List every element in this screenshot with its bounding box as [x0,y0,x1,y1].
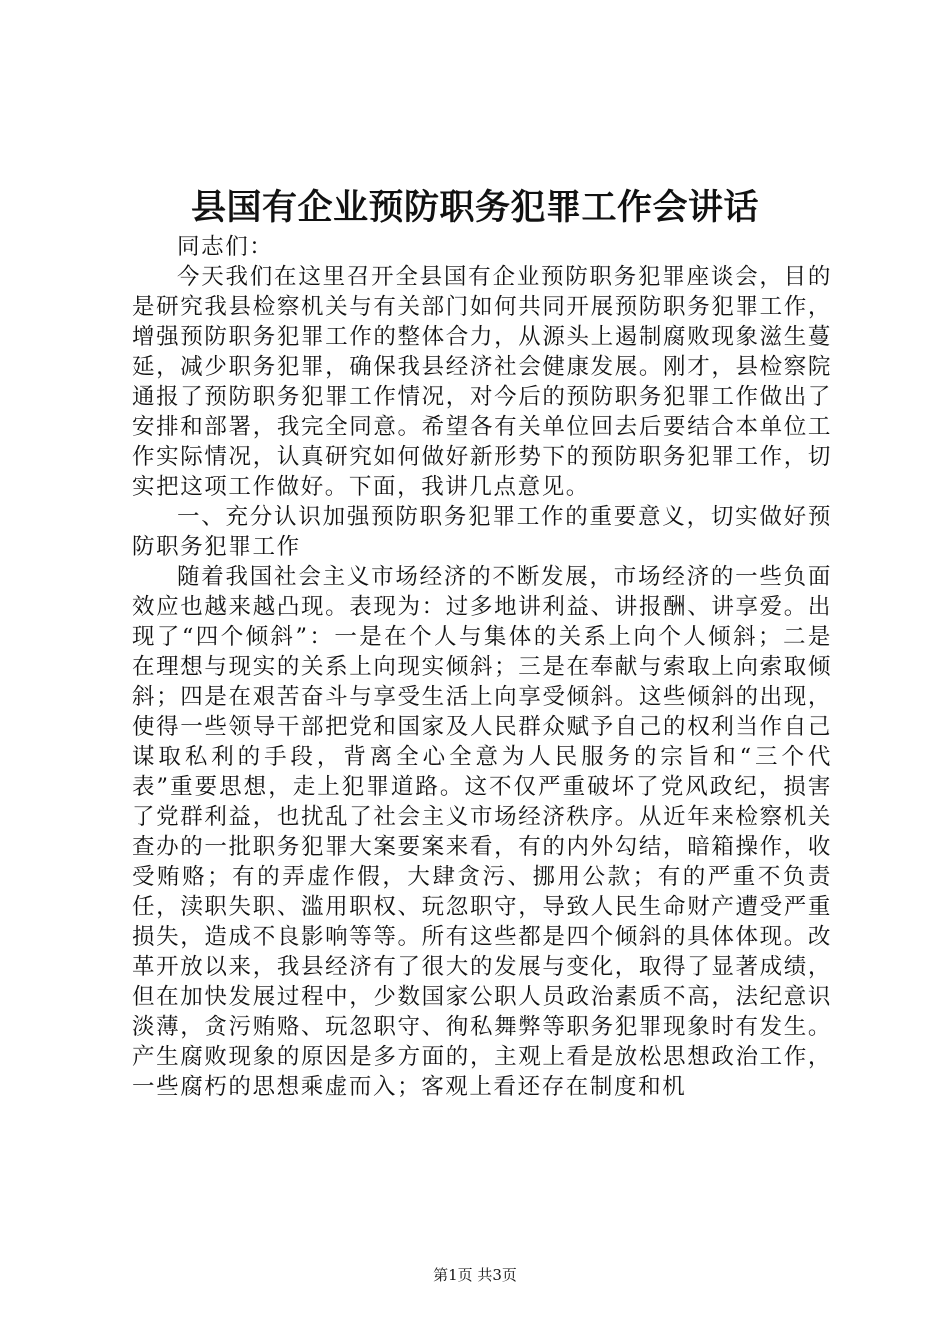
page-footer: 第1页 共3页 [433,1266,517,1284]
document-title: 县国有企业预防职务犯罪工作会讲话 [190,187,759,228]
body-paragraph: 随着我国社会主义市场经济的不断发展，市场经济的一些负面效应也越来越凸现。表现为：过多地讲利益、讲报酬、讲享爱。出现了“四个倾斜”：一是在个人与集体的关系上向个人倾斜；二是在理想与现实的关系上向现实倾斜；三是在奉献与索取上向索取倾斜；四是在艰苦奋斗与享受生活上向享受倾斜。这些倾斜的出现，使得一些领导干部把党和国家及人民群众赋予自己的权利当作自己谋取私利的手段，背离全心全意为人民服务的宗旨和“三个代表”重要思想，走上犯罪道路。这不仅严重破坏了党风政纪，损害了党群利益，也扰乱了社会主义市场经济秩序。从近年来检察机关查办的一批职务犯罪大案要案来看，有的内外勾结，暗箱操作，收受贿赂；有的弄虚作假，大肆贪污、挪用公款；有的严重不负责任，渎职失职、滥用职权、玩忽职守，导致人民生命财产遭受严重损失，造成不良影响等等。所有这些都是四个倾斜的具体体现。改革开放以来，我县经济有了很大的发展与变化，取得了显著成绩，但在加快发展过程中，少数国家公职人员政治素质不高，法纪意识淡薄，贪污贿赂、玩忽职守、徇私舞弊等职务犯罪现象时有发生。产生腐败现象的原因是多方面的，主观上看是放松思想政治工作，一些腐朽的思想乘虚而入；客观上看还存在制度和机 [132,564,832,1100]
intro-paragraph: 今天我们在这里召开全县国有企业预防职务犯罪座谈会，目的是研究我县检察机关与有关部门如何共同开展预防职务犯罪工作，增强预防职务犯罪工作的整体合力，从源头上遏制腐败现象滋生蔓延，减少职务犯罪，确保我县经济社会健康发展。刚才，县检察院通报了预防职务犯罪工作情况，对今后的预防职务犯罪工作做出了安排和部署，我完全同意。希望各有关单位回去后要结合本单位工作实际情况，认真研究如何做好新形势下的预防职务犯罪工作，切实把这项工作做好。下面，我讲几点意见。 [132,264,832,500]
salutation-paragraph: 同志们： [177,234,274,260]
section-heading: 一、充分认识加强预防职务犯罪工作的重要意义，切实做好预防职务犯罪工作 [132,504,832,560]
document-body [132,232,832,1102]
